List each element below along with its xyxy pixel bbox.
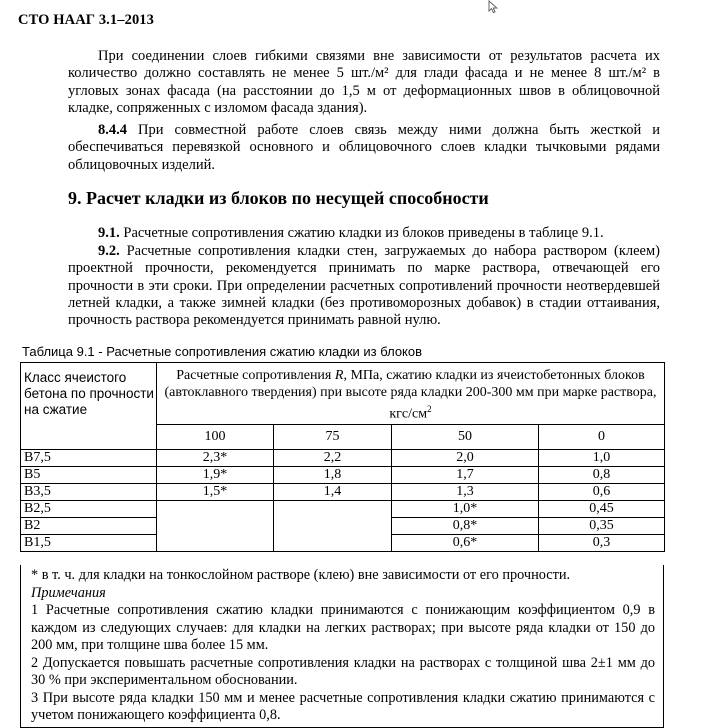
mortar-grade-50: 50 bbox=[392, 425, 539, 450]
table-notes bbox=[20, 565, 664, 728]
empty-cell bbox=[157, 501, 274, 552]
table-header-row bbox=[21, 363, 665, 425]
note-3: 3 При высоте ряда кладки 150 мм и менее расчетные сопротивления кладки сжатию принимаются с учетом понижающего коэффициента 0,8. bbox=[31, 689, 655, 723]
note-1: 1 Расчетные сопротивления сжатию кладки принимаются с понижающим коэффициентом 0,9 в каждом из следующих случаев: для кладки на легких растворах; при высоте ряда кладки от 150 до 200 мм, при толщине шва более 15 мм. bbox=[31, 602, 655, 653]
empty-cell bbox=[274, 501, 392, 552]
document-code-header: СТО НААГ 3.1–2013 bbox=[18, 12, 155, 28]
table-row: B2 0,8* 0,35 bbox=[21, 518, 665, 535]
table-caption: Таблица 9.1 - Расчетные сопротивления сжатию кладки из блоков bbox=[22, 344, 423, 359]
paragraph-ties-count: При соединении слоев гибкими связями вне зависимости от результатов расчета их количество должно составлять не менее 5 шт./м² для глади фасада и не менее 8 шт./м² в угловых зонах фасада (на расстоянии до 1,5 м от деформационных швов в облицовочной кладке, сопряженных с изломом фасада здания). bbox=[68, 48, 660, 116]
mouse-cursor-icon bbox=[487, 0, 501, 14]
mortar-grade-75: 75 bbox=[274, 425, 392, 450]
paragraph-9-2: 9.2. Расчетные сопротивления кладки стен, загружаемых до набора раствором (клеем) проектной прочности, рекомендуется принимать по марке раствора, отвечающей его прочности в эти сроки. При определении расчетных сопротивлений прочности неотвердевшей летней кладки, а также зимней кладки (без противоморозных добавок) в стадии оттаивания, прочность раствора рекомендуется принимать равной нулю. bbox=[68, 243, 660, 329]
table-row: B5 1,9* 1,8 1,7 0,8 bbox=[21, 467, 665, 484]
table-footnote: * в т. ч. для кладки на тонкослойном растворе (клею) вне зависимости от его прочности. bbox=[31, 567, 571, 583]
mortar-grade-0: 0 bbox=[539, 425, 665, 450]
clause-number: 8.4.4 bbox=[98, 122, 127, 138]
table-row: B3,5 1,5* 1,4 1,3 0,6 bbox=[21, 484, 665, 501]
table-row: B1,5 0,6* 0,3 bbox=[21, 535, 665, 552]
note-2: 2 Допускается повышать расчетные сопротивления кладки на растворах с толщиной шва 2±1 мм до 30 % при экспериментальном обосновании. bbox=[31, 654, 655, 688]
section-title: 9. Расчет кладки из блоков по несущей способности bbox=[68, 188, 489, 208]
notes-title: Примечания bbox=[31, 584, 106, 601]
paragraph-9-1: 9.1. Расчетные сопротивления сжатию кладки из блоков приведены в таблице 9.1. bbox=[98, 225, 604, 241]
paragraph-8-4-4: 8.4.4 При совместной работе слоев связь между ними должна быть жесткой и обеспечиваться перевязкой основного и облицовочного слоев кладки тычковыми рядами облицовочных изделий. bbox=[68, 122, 660, 173]
clause-number: 9.2. bbox=[98, 243, 120, 259]
table-row: B2,5 1,0* 0,45 bbox=[21, 501, 665, 518]
col-header-concrete-class: Класс ячеистого бетона по прочности на сжатие bbox=[21, 363, 157, 450]
clause-number: 9.1. bbox=[98, 225, 120, 241]
table-row: B7,5 2,3* 2,2 2,0 1,0 bbox=[21, 450, 665, 467]
col-header-resistance: Расчетные сопротивления R, МПа, сжатию кладки из ячеистобетонных блоков (автоклавного твердения) при высоте ряда кладки 200-300 мм при марке раствора, кгс/$см^2$ bbox=[157, 363, 665, 425]
mortar-grade-100: 100 bbox=[157, 425, 274, 450]
resistance-table bbox=[20, 362, 665, 552]
